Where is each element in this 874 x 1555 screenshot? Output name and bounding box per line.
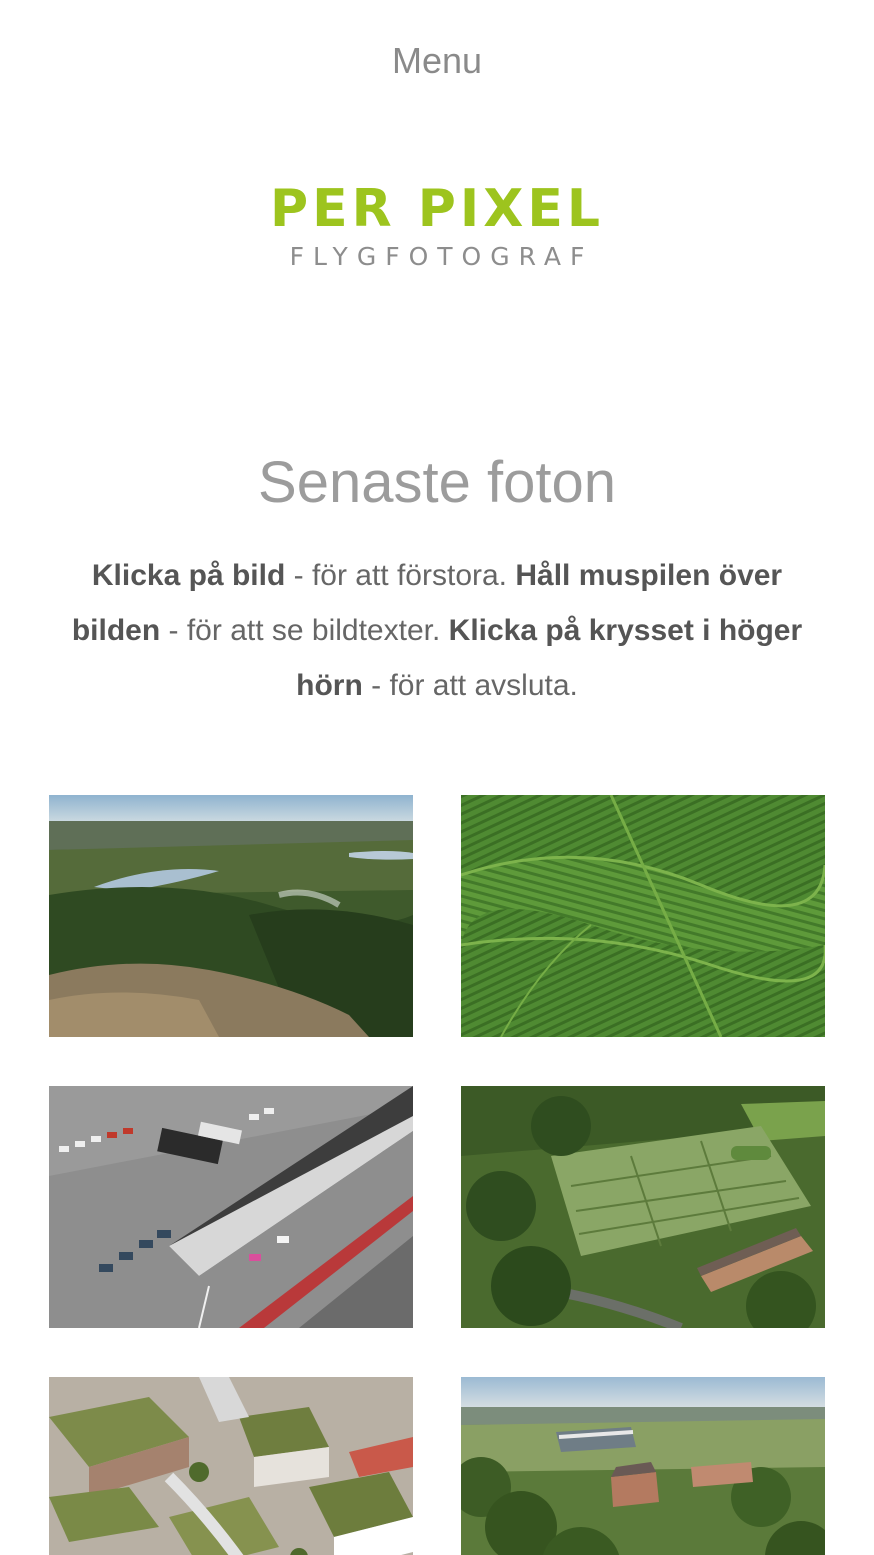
- gallery-photo-residential-roofs[interactable]: [49, 1377, 413, 1555]
- menu-button[interactable]: Menu: [391, 40, 483, 81]
- instruction-text-2: - för att se bildtexter.: [160, 614, 449, 647]
- instructions-text: [50, 548, 824, 713]
- instruction-bold-2: Håll muspilen över bilden: [71, 559, 783, 647]
- gallery-photo-garden-estate[interactable]: [461, 1086, 825, 1328]
- gallery-photo-manor-park[interactable]: [461, 1377, 825, 1555]
- page-heading: Senaste foton: [258, 450, 616, 515]
- logo-subtitle: FLYGFOTOGRAF: [289, 242, 594, 271]
- gallery-photo-forest-lakes[interactable]: [49, 795, 413, 1037]
- instruction-text-1: - för att förstora.: [285, 559, 516, 592]
- instruction-bold-3: Klicka på krysset i höger hörn: [296, 614, 803, 702]
- gallery-photo-race-track[interactable]: [49, 1086, 413, 1328]
- instruction-text-3: - för att avsluta.: [362, 669, 578, 702]
- instruction-bold-1: Klicka på bild: [91, 559, 286, 592]
- logo-title: PER PIXEL: [270, 179, 604, 239]
- gallery-photo-plantation[interactable]: [461, 795, 825, 1037]
- site-logo[interactable]: [0, 178, 874, 272]
